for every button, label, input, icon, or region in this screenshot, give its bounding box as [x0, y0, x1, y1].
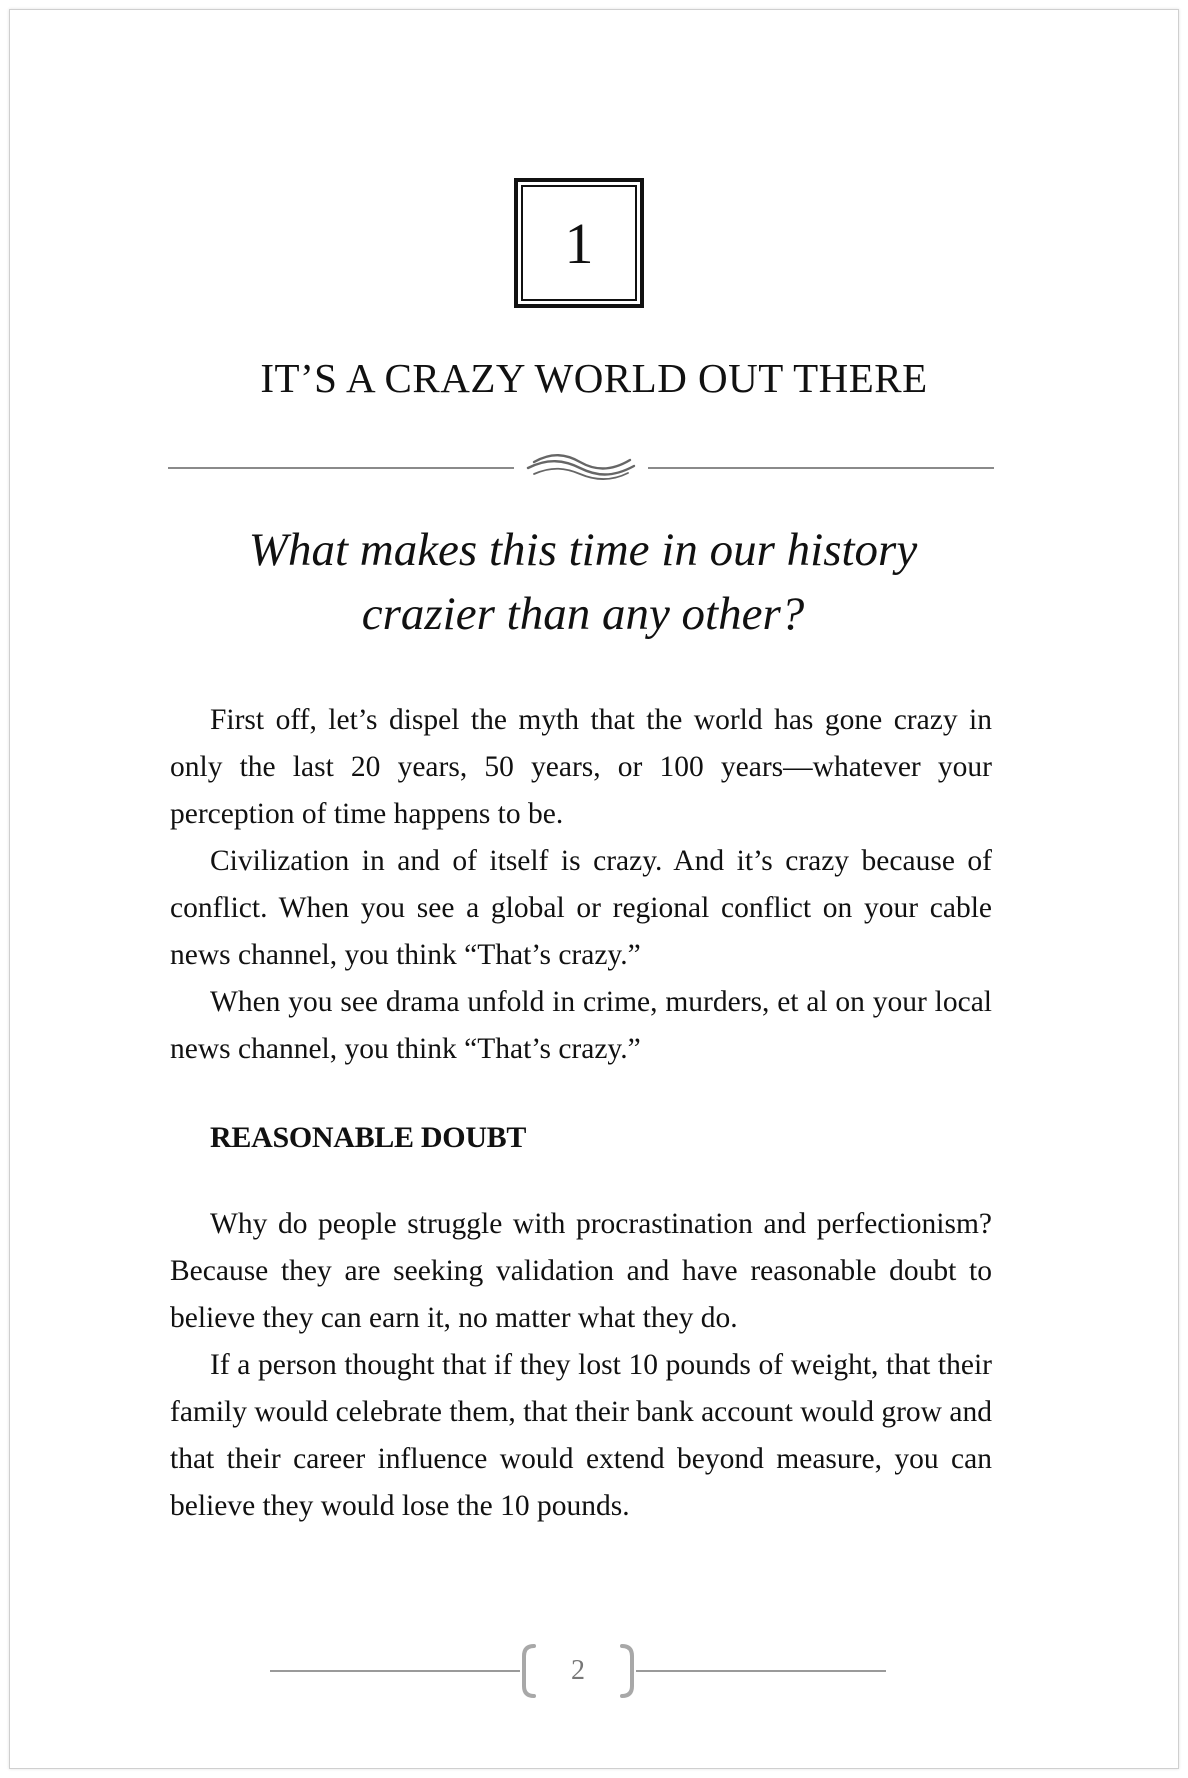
chapter-title: IT’S A CRAZY WORLD OUT THERE: [260, 355, 928, 401]
wave-ornament-icon: [528, 455, 634, 479]
subtitle-line-2: crazier than any other?: [361, 588, 805, 640]
section-heading: REASONABLE DOUBT: [210, 1121, 527, 1154]
chapter-number-box: [514, 178, 644, 308]
chapter-subtitle: [130, 518, 1036, 646]
ornament-divider: [168, 446, 994, 490]
paragraph: First off, let’s dispel the myth that the world has gone crazy in only the last 20 years, 50 years, or 100 years—whatever your perception of time happens to be.: [170, 704, 992, 830]
paragraph: If a person thought that if they lost 10 pounds of weight, that their family would celebrate them, that their bank account would grow and that their career influence would extend beyond measure, you can believe they would lose the 10 pounds.: [170, 1349, 992, 1522]
reasonable-doubt-body: [170, 1201, 992, 1530]
page-footer: [270, 1642, 886, 1704]
paragraph: When you see drama unfold in crime, murders, et al on your local news channel, you think “That’s crazy.”: [170, 986, 992, 1065]
paragraph: Civilization in and of itself is crazy. And it’s crazy because of conflict. When you see a global or regional conflict on your cable news channel, you think “That’s crazy.”: [170, 845, 992, 971]
page-number: 2: [571, 1655, 585, 1686]
intro-body: [170, 697, 992, 1073]
subtitle-line-1: What makes this time in our history: [248, 524, 918, 576]
chapter-number: 1: [521, 185, 637, 301]
paragraph: Why do people struggle with procrastination and perfectionism? Because they are seeking validation and have reasonable doubt to believe they can earn it, no matter what they do.: [170, 1208, 992, 1334]
